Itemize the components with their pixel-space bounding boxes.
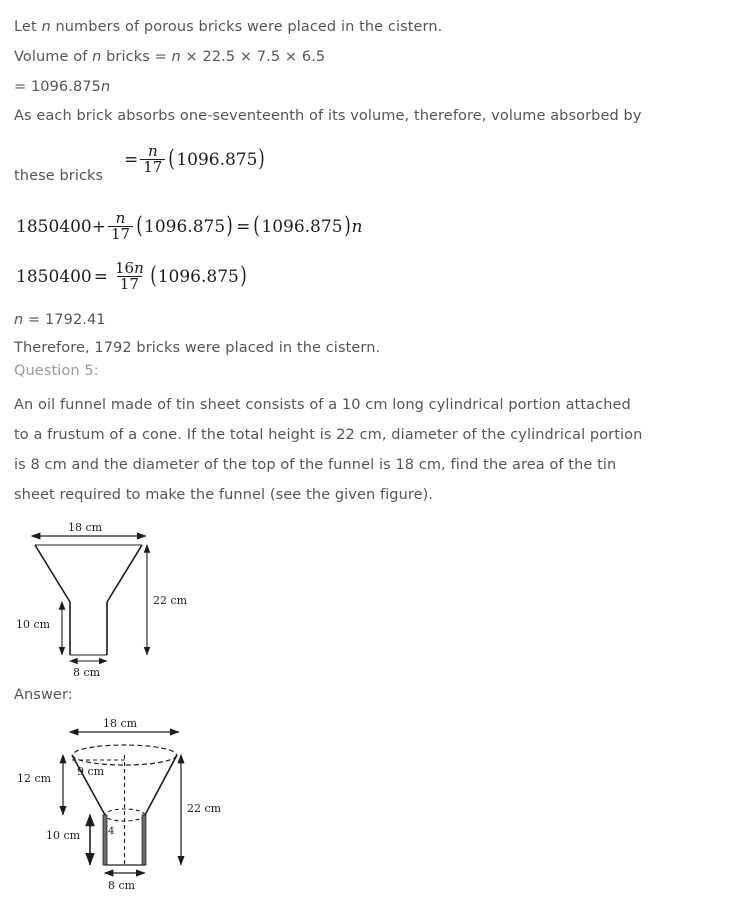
text-line-6-post: = 1792.41 <box>23 312 106 328</box>
funnel-diagram-answer <box>0 712 280 902</box>
label-top-radius: 9 cm <box>77 765 105 778</box>
label-cylinder-height: 10 cm <box>46 829 81 842</box>
eq2-fraction <box>108 211 133 243</box>
text-line-1-post: numbers of porous bricks were placed in the cistern. <box>50 19 443 35</box>
text-line-1 <box>14 19 442 35</box>
funnel-right-slant <box>107 545 142 602</box>
eq3-numerator-coef: 16 <box>114 259 135 277</box>
label-bottom-radius: 4 <box>108 826 115 837</box>
eq3-equals: = <box>93 266 108 287</box>
eq2-close-paren-1: ) <box>226 213 233 240</box>
label-total-height: 22 cm <box>153 594 188 607</box>
eq2-lhs: 1850400 <box>16 216 92 237</box>
text-line-7: Therefore, 1792 bricks were placed in the cistern. <box>14 340 381 356</box>
text-line-2-post2: × 22.5 × 7.5 × 6.5 <box>180 49 326 65</box>
eq3-lhs: 1850400 <box>16 266 92 287</box>
label-cylinder-height: 10 cm <box>16 618 51 631</box>
eq2-value-2: 1096.875 <box>261 216 343 237</box>
cylinder-left-wall <box>103 815 107 865</box>
text-line-1-pre: Let <box>14 19 42 35</box>
label-top-diameter: 18 cm <box>68 521 103 534</box>
text-line-5: these bricks <box>14 168 104 184</box>
text-line-2-post: bricks = <box>101 49 172 65</box>
eq3-numerator <box>112 261 147 276</box>
eq1-equals: = <box>124 149 139 170</box>
equation-solve <box>16 261 248 293</box>
text-line-6 <box>14 312 106 328</box>
eq2-numerator: n <box>115 209 126 227</box>
variable-n: n <box>92 49 102 65</box>
eq3-denominator: 17 <box>117 276 142 292</box>
variable-n: n <box>100 79 111 95</box>
eq3-close-paren: ) <box>240 263 247 290</box>
question-text-line-4: sheet required to make the funnel (see the given figure). <box>14 487 434 503</box>
eq2-close-paren-2: ) <box>343 213 351 240</box>
eq2-plus: + <box>91 216 106 237</box>
eq3-value: 1096.875 <box>157 266 239 287</box>
question-label: Question 5: <box>14 363 99 379</box>
eq3-fraction <box>112 261 147 293</box>
eq2-denominator: 17 <box>108 226 133 242</box>
equation-absorbed-volume <box>124 144 266 176</box>
eq2-equals: = <box>236 216 251 237</box>
eq3-open-paren: ( <box>149 263 157 290</box>
text-line-4: As each brick absorbs one-seventeenth of its volume, therefore, volume absorbed by <box>14 108 642 124</box>
cylinder-right-wall <box>142 815 146 865</box>
label-top-diameter: 18 cm <box>103 717 138 730</box>
eq1-fraction <box>140 144 165 176</box>
text-line-2 <box>14 49 325 65</box>
funnel-right-slant <box>145 755 177 815</box>
eq2-open-paren-2: ( <box>253 213 261 240</box>
label-bottom-diameter: 8 cm <box>108 879 136 892</box>
answer-label: Answer: <box>14 687 73 703</box>
funnel-left-slant <box>72 755 105 815</box>
variable-n: n <box>41 19 51 35</box>
label-total-height: 22 cm <box>187 802 222 815</box>
question-text-line-3: is 8 cm and the diameter of the top of the funnel is 18 cm, find the area of the tin <box>14 457 617 473</box>
eq1-value: 1096.875 <box>176 149 258 170</box>
eq1-close-paren: ) <box>258 146 266 173</box>
eq1-numerator: n <box>147 142 158 160</box>
eq1-open-paren: ( <box>168 146 176 173</box>
eq1-denominator: 17 <box>140 159 165 175</box>
variable-n: n <box>14 312 24 328</box>
eq2-value-1: 1096.875 <box>144 216 226 237</box>
eq3-numerator-var: n <box>134 259 144 277</box>
text-line-3-pre: = 1096.875 <box>14 79 101 95</box>
funnel-diagram-question <box>0 510 260 685</box>
question-text-line-2: to a frustum of a cone. If the total height is 22 cm, diameter of the cylindrical portion <box>14 427 643 443</box>
text-line-3 <box>14 79 110 95</box>
label-bottom-diameter: 8 cm <box>73 666 101 679</box>
eq2-rhs-variable: n <box>351 216 363 237</box>
eq2-open-paren-1: ( <box>136 213 143 240</box>
text-line-2-pre: Volume of <box>14 49 93 65</box>
variable-n: n <box>171 49 181 65</box>
equation-balance <box>16 211 362 243</box>
question-text-line-1: An oil funnel made of tin sheet consists of a 10 cm long cylindrical portion attached <box>14 397 631 413</box>
label-frustum-height: 12 cm <box>17 772 52 785</box>
funnel-left-slant <box>35 545 70 602</box>
